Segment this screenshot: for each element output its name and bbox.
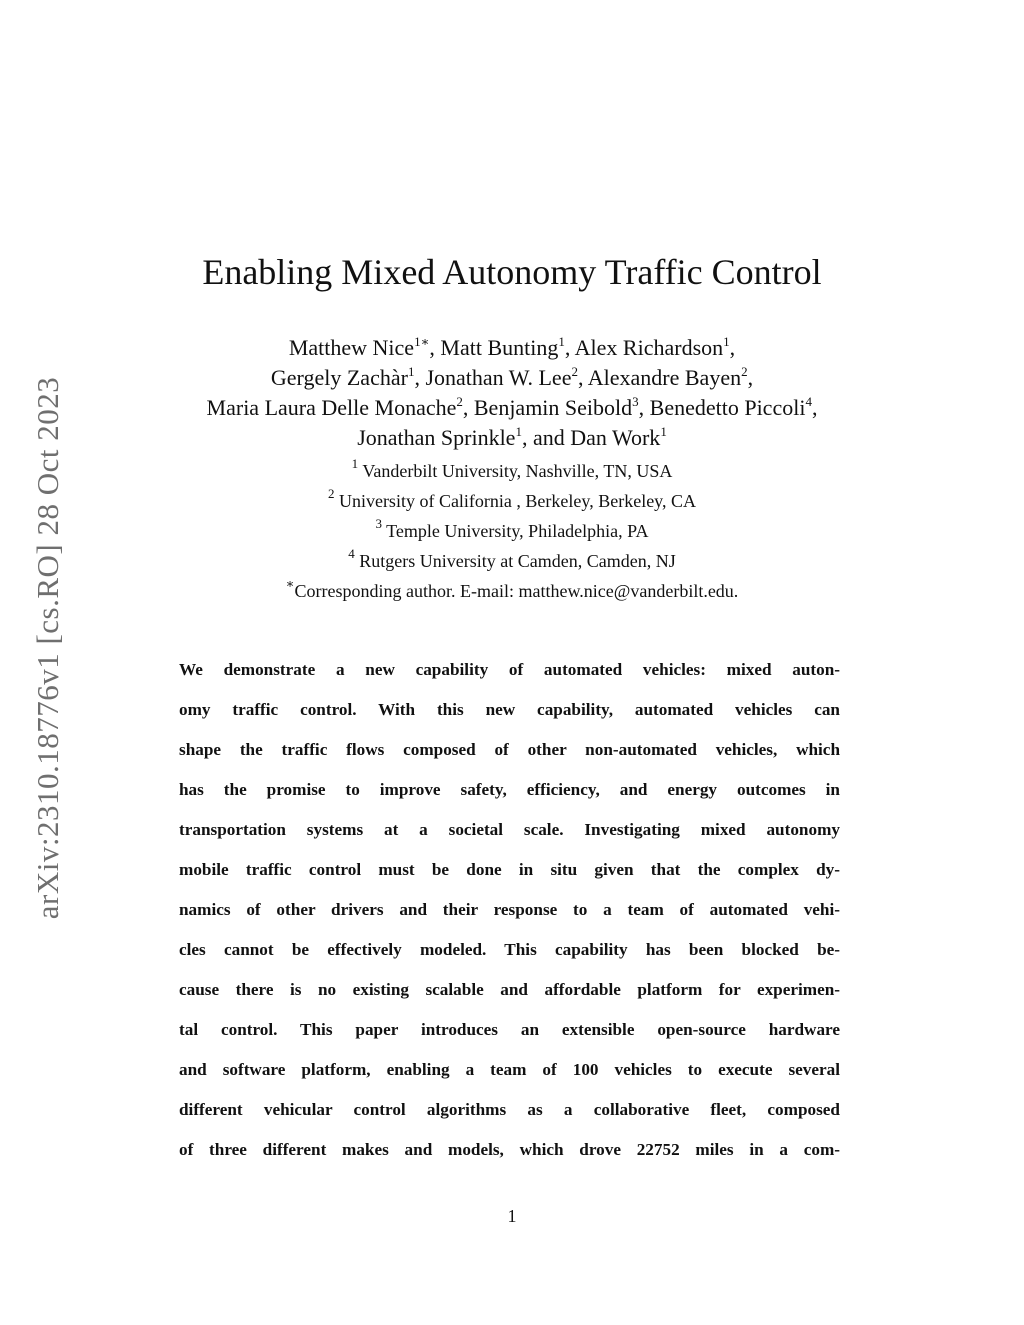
author-name: Alex Richardson xyxy=(574,335,724,360)
author-affil-mark: 2 xyxy=(741,364,748,379)
author-name: Benedetto Piccoli xyxy=(649,395,806,420)
author-separator: , xyxy=(747,365,754,390)
author-line-2 xyxy=(0,363,1024,393)
author-name: Dan Work xyxy=(570,425,661,450)
author-name: Alexandre Bayen xyxy=(587,365,742,390)
author-name: Matt Bunting xyxy=(440,335,559,360)
abstract-line: cles cannot be effectively modeled. This capability has been blocked be- xyxy=(179,940,840,959)
author-separator: , xyxy=(577,365,588,390)
abstract-line: mobile traffic control must be done in situ given that the complex dy- xyxy=(179,860,840,879)
affiliation-text: Temple University, Philadelphia, PA xyxy=(386,521,649,541)
arxiv-identifier-stamp: arXiv:2310.18776v1 [cs.RO] 28 Oct 2023 xyxy=(30,376,65,920)
author-list xyxy=(0,333,1024,453)
corresponding-text: Corresponding author. E-mail: matthew.nice@vanderbilt.edu. xyxy=(294,581,739,601)
author-line-3 xyxy=(0,393,1024,423)
affiliation-2 xyxy=(0,486,1024,516)
author-separator: , xyxy=(462,395,474,420)
affiliation-number: 1 xyxy=(351,456,359,471)
abstract-line: of three different makes and models, which drove 22752 miles in a com- xyxy=(179,1140,840,1159)
author-separator: , xyxy=(729,335,736,360)
affiliation-text: Vanderbilt University, Nashville, TN, USA xyxy=(362,461,673,481)
author-name: Benjamin Seibold xyxy=(473,395,633,420)
author-affil-mark: 4 xyxy=(805,394,812,409)
author-name: Gergely Zachàr xyxy=(270,365,408,390)
author-separator: , xyxy=(414,365,426,390)
affiliation-list xyxy=(0,456,1024,606)
author-affil-mark: 3 xyxy=(632,394,639,409)
affiliation-number: 3 xyxy=(375,516,382,531)
author-separator: , xyxy=(564,335,575,360)
affiliation-text: Rutgers University at Camden, Camden, NJ xyxy=(359,551,676,571)
author-affil-mark: 1 xyxy=(558,334,565,349)
page-number: 1 xyxy=(507,1206,517,1226)
author-name: Maria Laura Delle Monache xyxy=(206,395,457,420)
paper-title: Enabling Mixed Autonomy Traffic Control xyxy=(202,252,822,292)
author-affil-mark: 1 xyxy=(515,424,522,439)
abstract-line: has the promise to improve safety, efficiency, and energy outcomes in xyxy=(179,780,840,799)
author-affil-mark: 1 xyxy=(723,334,730,349)
abstract xyxy=(179,650,840,1170)
author-line-1 xyxy=(0,333,1024,363)
affiliation-text: University of California , Berkeley, Berkeley, CA xyxy=(338,491,697,511)
author-separator: , xyxy=(811,395,818,420)
author-separator: , xyxy=(429,335,441,360)
affiliation-3 xyxy=(0,516,1024,546)
abstract-line: and software platform, enabling a team of 100 vehicles to execute several xyxy=(179,1060,840,1079)
abstract-line: transportation systems at a societal scale. Investigating mixed autonomy xyxy=(179,820,840,839)
author-affil-mark: 1 xyxy=(660,424,667,439)
corresponding-author xyxy=(0,576,1024,606)
author-affil-mark: 2 xyxy=(456,394,463,409)
abstract-line: different vehicular control algorithms as a collaborative fleet, composed xyxy=(179,1100,840,1119)
author-line-4 xyxy=(0,423,1024,453)
author-affil-mark: 1 xyxy=(407,364,415,379)
abstract-line: omy traffic control. With this new capability, automated vehicles can xyxy=(179,700,840,719)
abstract-line: We demonstrate a new capability of automated vehicles: mixed auton- xyxy=(179,660,840,679)
abstract-line: cause there is no existing scalable and affordable platform for experimen- xyxy=(179,980,840,999)
affiliation-number: 4 xyxy=(348,546,355,561)
abstract-line: tal control. This paper introduces an extensible open-source hardware xyxy=(179,1020,840,1039)
affiliation-4 xyxy=(0,546,1024,576)
author-name: Jonathan W. Lee xyxy=(425,365,572,390)
author-affil-mark: 1∗ xyxy=(414,334,430,349)
corresponding-mark: ∗ xyxy=(285,576,295,591)
abstract-line: shape the traffic flows composed of other non-automated vehicles, which xyxy=(179,740,840,759)
affiliation-1 xyxy=(0,456,1024,486)
author-affil-mark: 2 xyxy=(571,364,578,379)
author-name: Jonathan Sprinkle xyxy=(357,425,516,450)
author-separator: , and xyxy=(521,425,571,450)
affiliation-number: 2 xyxy=(327,486,335,501)
author-name: Matthew Nice xyxy=(288,335,415,360)
abstract-line: namics of other drivers and their response to a team of automated vehi- xyxy=(179,900,840,919)
author-separator: , xyxy=(638,395,650,420)
